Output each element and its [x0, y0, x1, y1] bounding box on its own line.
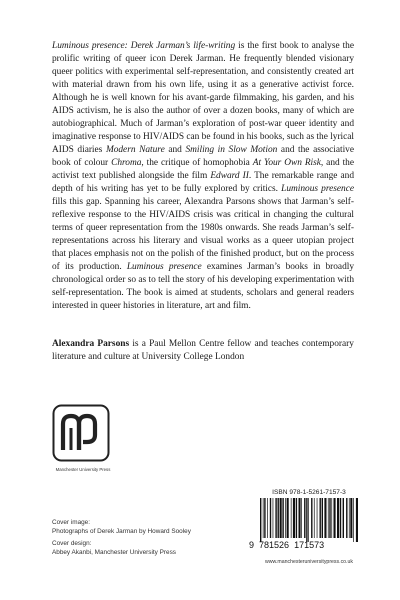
blurb-italic-run: Luminous presence [126, 262, 202, 273]
blurb-italic-run: At Your Own Risk [252, 158, 321, 169]
barcode-bar [270, 498, 271, 538]
blurb-text-run: . The remarkable range and depth of his writing has yet to be fully explored by critics. [52, 171, 355, 195]
cover-image-value: Photographs of Derek Jarman by Howard Sooley [52, 527, 191, 535]
barcode-bar [349, 498, 350, 538]
cover-design-credit [52, 540, 242, 557]
barcode-bar [304, 498, 305, 538]
barcode-bar [356, 498, 358, 542]
blurb-italic-run: Edward II [210, 171, 249, 182]
barcode-bar [293, 498, 295, 538]
blurb-text-run: and [164, 145, 186, 156]
blurb-text-run: and the associative book of colour [52, 145, 354, 169]
manchester-university-press-logo-icon [52, 404, 110, 462]
barcode-bar [263, 498, 264, 538]
barcode-digits [249, 540, 369, 550]
barcode-bar [353, 498, 354, 542]
blurb-italic-run: Luminous presence: Derek Jarman’s life-writing [52, 41, 236, 51]
barcode-bar [273, 498, 274, 538]
blurb-text-run: is the first book to analyse the prolific writing of queer icon Derek Jarman. He frequently blended visionary queer politics with experimental self-representation, and consistently created art with material drawn from his own life, using it as a generative activist force. Although he is well known for his avant-garde filmmaking, his garden, and his AIDS activism, he is also the author of over a dozen books, many of which are autobiographical. Much of Jarman’s exploration of post-war queer identity and imaginative response to HIV/AIDS can be found in his books, such as the lyrical AIDS diaries [52, 41, 354, 156]
barcode-bar [311, 498, 312, 538]
barcode-bar [337, 498, 339, 538]
author-bio [52, 338, 354, 364]
barcode-bar [331, 498, 332, 538]
blurb-text-run: fills this gap. Spanning his career, Alexandra Parsons shows that Jarman’s self-reflexive response to the HIV/AIDS crisis was critical in changing the cultural terms of queer representation from the 1980s onwards. She reads Jarman’s self-representations across his literary and visual works as a queer utopian project that places emphasis not on the polish of the finished product, but on the process of its production. [52, 197, 354, 273]
barcode-digits-right: 171573 [294, 540, 325, 550]
barcode-bar [329, 498, 330, 538]
barcode-bar [328, 498, 329, 538]
publisher-website: www.manchesteruniversitypress.co.uk [265, 559, 353, 565]
cover-design-value: Abbey Akanbi, Manchester University Press [52, 548, 176, 556]
blurb-text-run: examines Jarman’s books in broadly chronological order so as to tell the story of his developing experimentation with self-representation. The book is aimed at students, scholars and general readers interested in queer histories in literature, art and film. [52, 262, 354, 312]
blurb-text-run: , the critique of homophobia [141, 158, 253, 169]
author-name: Alexandra Parsons [52, 339, 130, 349]
barcode-bar [343, 498, 344, 538]
barcode-bar [299, 498, 301, 538]
barcode-bar [350, 498, 352, 538]
barcode-bar [306, 498, 307, 542]
blurb-italic-run: Luminous presence [281, 184, 354, 195]
barcode-bar [285, 498, 286, 538]
blurb-italic-run: Chroma [111, 158, 142, 169]
barcode-digits-left: 781526 [259, 540, 290, 550]
barcode-bar [260, 498, 261, 542]
barcode-bar [291, 498, 292, 538]
barcode-bar [287, 498, 289, 538]
barcode-bar [278, 498, 279, 538]
barcode-bar [301, 498, 302, 538]
blurb-italic-run: Smiling in Slow Motion [185, 145, 278, 156]
barcode-bar [322, 498, 323, 538]
barcode-bar [317, 498, 318, 538]
isbn-text: ISBN 978-1-5261-7157-3 [272, 489, 346, 496]
barcode-bar [340, 498, 341, 538]
barcode-bar [314, 498, 315, 538]
barcode-bar [334, 498, 336, 538]
barcode-bar [267, 498, 268, 538]
barcode-bar [282, 498, 283, 538]
barcode-digit-first: 9 [249, 540, 255, 550]
cover-design-label: Cover design: [52, 540, 92, 547]
publisher-name: Manchester University Press [55, 467, 111, 472]
blurb-paragraph [52, 40, 354, 313]
cover-image-credit [52, 519, 242, 536]
barcode-bar [308, 498, 309, 542]
barcode-bar [275, 498, 276, 538]
author-bio-text: is a Paul Mellon Centre fellow and teaches contemporary literature and culture at University College London [52, 339, 354, 363]
barcode-bar [324, 498, 326, 538]
barcode-bar [280, 498, 282, 538]
cover-image-label: Cover image: [52, 519, 91, 526]
barcode-bar [264, 498, 265, 538]
barcode-icon [256, 498, 360, 544]
barcode-bar [296, 498, 297, 538]
barcode-bar [320, 498, 321, 538]
blurb-text-run: , and the activist text published alongside the film [52, 158, 354, 182]
blurb-italic-run: Modern Nature [105, 145, 165, 156]
barcode-bar [346, 498, 347, 538]
